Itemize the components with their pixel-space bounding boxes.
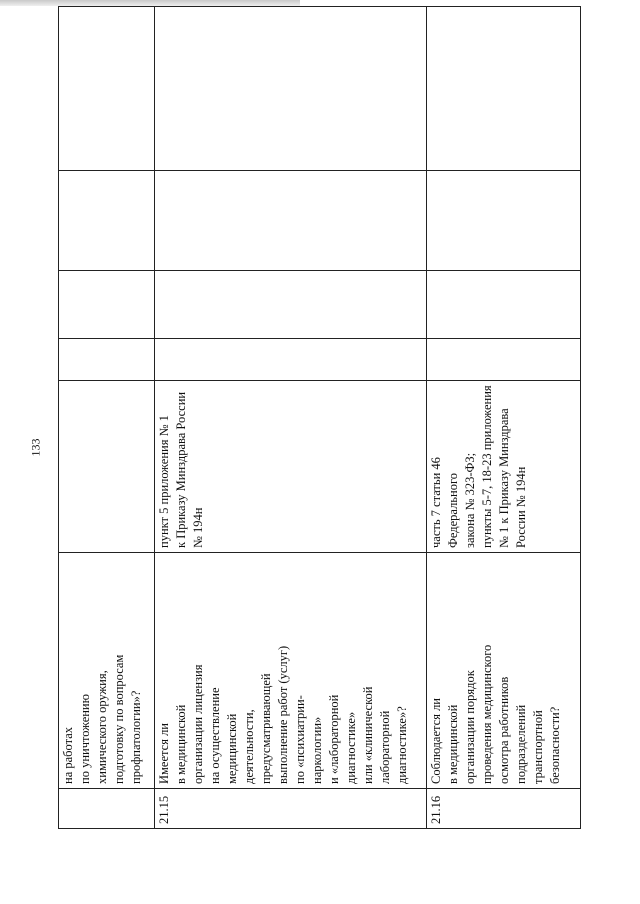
- row-number-cell: [59, 789, 155, 829]
- table-row: [59, 7, 155, 829]
- table-row: [427, 7, 581, 829]
- answer-cell: [155, 171, 427, 271]
- checklist-table: [58, 6, 581, 829]
- table-row: [155, 7, 427, 829]
- note-cell: [155, 7, 427, 171]
- reference-cell: пункт 5 приложения № 1 к Приказу Минздрава России № 194н: [155, 381, 427, 553]
- answer-cell: [59, 339, 155, 381]
- page-number: 133: [28, 438, 43, 457]
- answer-cell: [59, 171, 155, 271]
- question-cell: Соблюдается ли в медицинской организации порядок проведения медицинского осмотра работников подразделений транспортной безопасности?: [427, 553, 581, 789]
- note-cell: [59, 7, 155, 171]
- question-cell: Имеется ли в медицинской организации лицензия на осуществление медицинской деятельности, предусматривающей выполнение работ (услуг) по «психиатрии- наркологии» и «лабораторной диагностике» или «клинической лабораторной диагностике»?: [155, 553, 427, 789]
- question-cell: на работах по уничтожению химического оружия, подготовку по вопросам профпатологии»?: [59, 553, 155, 789]
- reference-cell: часть 7 статьи 46 Федерального закона № 323-ФЗ; пункты 5-7, 18-23 приложения № 1 к Приказу Минздрава России № 194н: [427, 381, 581, 553]
- answer-cell: [427, 171, 581, 271]
- note-cell: [427, 7, 581, 171]
- row-number-cell: 21.15: [155, 789, 427, 829]
- row-number-cell: 21.16: [427, 789, 581, 829]
- reference-cell: [59, 381, 155, 553]
- answer-cell: [155, 271, 427, 339]
- answer-cell: [59, 271, 155, 339]
- answer-cell: [155, 339, 427, 381]
- answer-cell: [427, 339, 581, 381]
- answer-cell: [427, 271, 581, 339]
- rotated-page-content: [58, 7, 580, 829]
